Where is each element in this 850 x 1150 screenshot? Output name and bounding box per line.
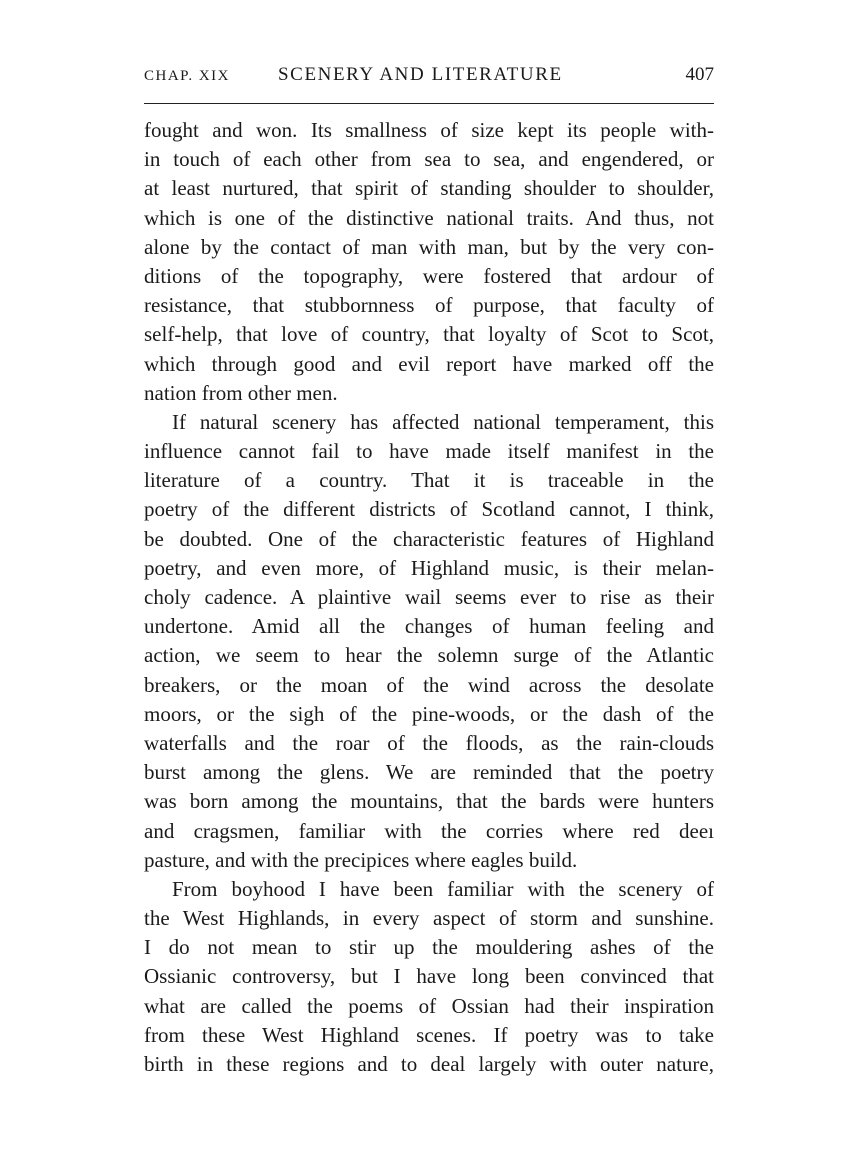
paragraph [144, 116, 714, 408]
text-line: From boyhood I have been familiar with the scenery of [172, 876, 714, 901]
text-line: burst among the glens. We are reminded that the poetry [144, 760, 714, 785]
text-line: If natural scenery has affected national temperament, this [172, 409, 714, 434]
text-line: at least nurtured, that spirit of standing shoulder to shoulder, [144, 176, 714, 201]
text-line: moors, or the sigh of the pine-woods, or the dash of the [144, 701, 714, 726]
text-line: be doubted. One of the characteristic features of Highland [144, 526, 714, 551]
text-line: action, we seem to hear the solemn surge of the Atlantic [144, 643, 714, 668]
text-line: Ossianic controversy, but I have long been convinced that [144, 964, 714, 989]
text-line: was born among the mountains, that the bards were hunters [144, 789, 714, 814]
text-line: choly cadence. A plaintive wail seems ever to rise as their [144, 585, 714, 609]
text-line: poetry of the different districts of Scotland cannot, I think, [144, 497, 714, 522]
text-line: poetry, and even more, of Highland music, is their melan- [144, 555, 714, 580]
text-line: in touch of each other from sea to sea, and engendered, or [144, 147, 714, 172]
text-line: nation from other men. [144, 380, 338, 405]
text-line: undertone. Amid all the changes of human feeling and [144, 614, 714, 639]
text-line: waterfalls and the roar of the floods, as the rain-clouds [144, 730, 714, 755]
text-line: pasture, and with the precipices where eagles build. [144, 847, 578, 872]
text-line: birth in these regions and to deal largely with outer nature, [144, 1052, 714, 1076]
text-line: fought and won. Its smallness of size kept its people with- [144, 118, 714, 142]
text-line: alone by the contact of man with man, but by the very con- [144, 234, 714, 259]
paragraph [144, 408, 714, 875]
running-title: SCENERY AND LITERATURE [278, 64, 563, 85]
body-text [144, 116, 714, 1079]
text-line: I do not mean to stir up the mouldering ashes of the [144, 935, 714, 960]
chapter-label: CHAP. XIX [144, 68, 231, 84]
text-line: which is one of the distinctive national traits. And thus, not [144, 205, 714, 230]
text-line: resistance, that stubbornness of purpose, that faculty of [144, 293, 714, 318]
page-number: 407 [685, 64, 714, 85]
text-line: self-help, that love of country, that loyalty of Scot to Scot, [144, 322, 714, 347]
running-header [144, 62, 714, 102]
paragraph [144, 875, 714, 1079]
text-line: from these West Highland scenes. If poetry was to take [144, 1022, 714, 1047]
text-line: breakers, or the moan of the wind across the desolate [144, 672, 714, 697]
header-rule [144, 103, 714, 104]
text-line: literature of a country. That it is traceable in the [144, 468, 714, 493]
text-line: and cragsmen, familiar with the corries where red deeı [144, 818, 714, 843]
text-line: what are called the poems of Ossian had their inspiration [144, 993, 714, 1018]
text-line: ditions of the topography, were fostered that ardour of [144, 263, 714, 288]
text-line: the West Highlands, in every aspect of storm and sunshine. [144, 906, 714, 931]
text-line: which through good and evil report have marked off the [144, 351, 714, 376]
text-line: influence cannot fail to have made itself manifest in the [144, 439, 714, 464]
